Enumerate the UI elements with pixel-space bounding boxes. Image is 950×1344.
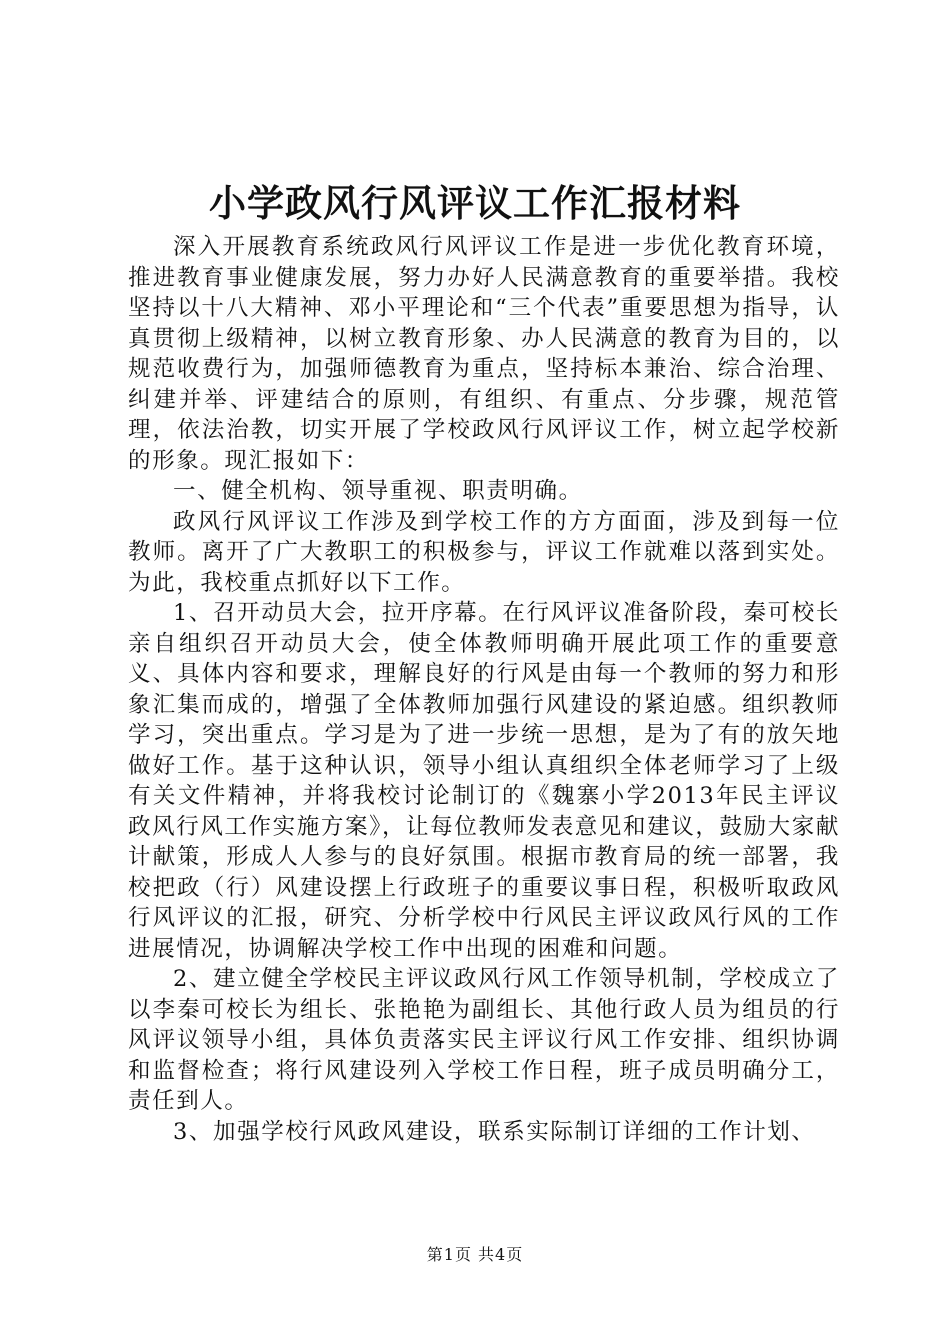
paragraph-intro: 深入开展教育系统政风行风评议工作是进一步优化教育环境，推进教育事业健康发展，努力办好人民满意教育的重要举措。我校坚持以十八大精神、邓小平理论和“三个代表”重要思想为指导，认真贯彻上级精神，以树立教育形象、办人民满意的教育为目的，以规范收费行为，加强师德教育为重点，坚持标本兼治、综合治理、纠建并举、评建结合的原则，有组织、有重点、分步骤，规范管理，依法治教，切实开展了学校政风行风评议工作，树立起学校新的形象。现汇报如下： bbox=[128, 234, 840, 474]
document-title: 小学政风行风评议工作汇报材料 bbox=[209, 181, 741, 225]
page-number-footer: 第1页 共4页 bbox=[426, 1245, 524, 1264]
section-heading-1: 一、健全机构、领导重视、职责明确。 bbox=[173, 478, 583, 504]
paragraph-section-1: 政风行风评议工作涉及到学校工作的方方面面，涉及到每一位教师。离开了广大教职工的积极参与，评议工作就难以落到实处。为此，我校重点抓好以下工作。 bbox=[128, 508, 840, 596]
paragraph-item-3: 3、加强学校行风政风建设，联系实际制订详细的工作计划、 bbox=[173, 1118, 816, 1145]
document-body bbox=[128, 232, 840, 1147]
paragraph-item-1: 1、召开动员大会，拉开序幕。在行风评议准备阶段，秦可校长亲自组织召开动员大会，使全体教师明确开展此项工作的重要意义、具体内容和要求，理解良好的行风是由每一个教师的努力和形象汇集而成的，增强了全体教师加强行风建设的紧迫感。组织教师学习，突出重点。学习是为了进一步统一思想，是为了有的放矢地做好工作。基于这种认识，领导小组认真组织全体老师学习了上级有关文件精神，并将我校讨论制订的《魏寨小学2013年民主评议政风行风工作实施方案》，让每位教师发表意见和建议，鼓励大家献计献策，形成人人参与的良好氛围。根据市教育局的统一部署，我校把政（行）风建设摆上行政班子的重要议事日程，积极听取政风行风评议的汇报，研究、分析学校中行风民主评议政风行风的工作进展情况，协调解决学校工作中出现的困难和问题。 bbox=[128, 600, 840, 962]
paragraph-item-2: 2、建立健全学校民主评议政风行风工作领导机制，学校成立了以李秦可校长为组长、张艳艳为副组长、其他行政人员为组员的行风评议领导小组，具体负责落实民主评议行风工作安排、组织协调和监督检查；将行风建设列入学校工作日程，班子成员明确分工，责任到人。 bbox=[128, 966, 840, 1114]
